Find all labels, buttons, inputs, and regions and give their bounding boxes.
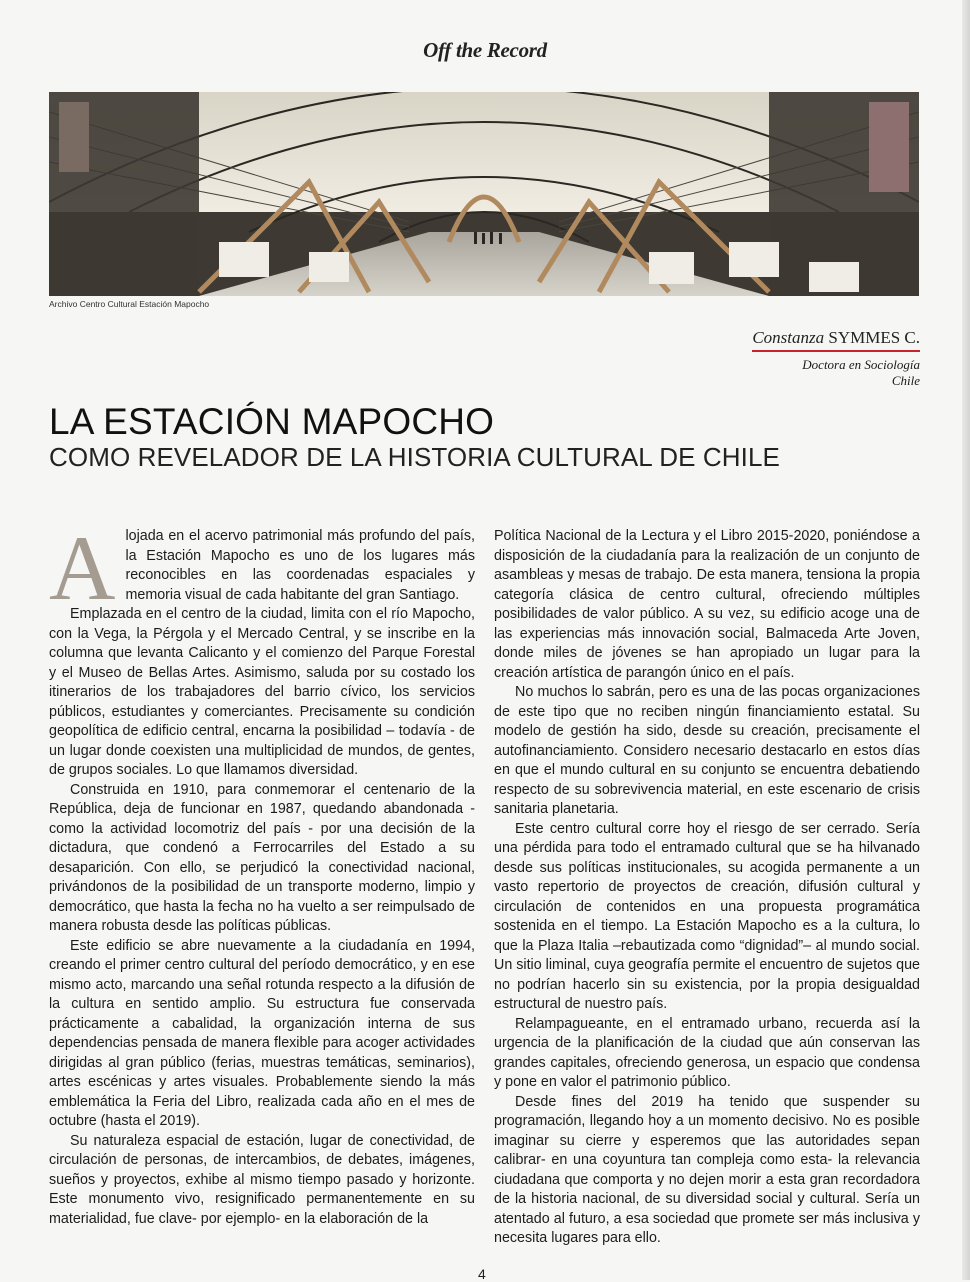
article-right-column — [494, 527, 920, 1249]
photo-caption: Archivo Centro Cultural Estación Mapocho — [49, 299, 210, 309]
article-paragraph: Relampagueante, en el entramado urbano, recuerda así la urgencia de la planificación de la ciudad que aún conservan las grandes capitales, ofreciendo generosa, un espacio que condensa y pone en valor el patrimonio público. — [494, 1015, 920, 1090]
magazine-logo: Off the Record — [423, 38, 547, 62]
article-paragraph: Desde fines del 2019 ha tenido que suspender su programación, llegando hoy a un momento decisivo. No es posible imaginar su cierre y esperemos que las autoridades sepan calibrar- en una coyuntura tan compleja como esta- la relevancia ciudadana que comporta y no dejen morir a esta gran recordadora de la historia nacional, de su diversidad social y cultural. Sería un atentado al futuro, a esa sociedad que promete ser más inclusiva y necesita lugares para ello. — [494, 1093, 920, 1246]
page-number: 4 — [478, 1266, 486, 1282]
article-paragraph: Este centro cultural corre hoy el riesgo de ser cerrado. Sería una pérdida para todo el entramado cultural que se ha hilvanado desde sus políticas institucionales, su acogida permanente a un vasto repertorio de proyectos de creación, difusión cultural y circulación de contenidos en una propuesta programática sostenida en el tiempo. La Estación Mapocho es a la cultura, lo que la Plaza Italia –rebautizada como “dignidad”– al mundo social. Un sitio liminal, cuya geografía permite el encuentro de sujetos que no podrían hacerlo sin su existencia, por la propia desigualdad estructural de nuestro país. — [494, 820, 920, 1012]
article-subtitle: COMO REVELADOR DE LA HISTORIA CULTURAL DE CHILE — [49, 442, 780, 472]
author-name — [752, 328, 920, 352]
page-edge — [962, 0, 970, 1280]
author-last-name: SYMMES C. — [828, 328, 920, 347]
author-role: Doctora en Sociología — [802, 357, 920, 372]
article-paragraph: Este edificio se abre nuevamente a la ciudadanía en 1994, creando el primer centro cultural del período democrático, y en ese mismo acto, marcando una señal rotunda respecto a la difusión de la cultura en sentido amplio. Su estructura fue conservada prácticamente a cabalidad, la organización interna de sus dependencias pensada de manera flexible para acoger actividades dirigidas al gran público (ferias, muestras temáticas, seminarios), artes escénicas y artes visuales. Probablemente siendo la más emblemática la Feria del Libro, realizada cada año en el mes de octubre (hasta el 2019). — [49, 937, 475, 1129]
station-photo — [49, 92, 919, 296]
author-first-name: Constanza — [752, 328, 825, 347]
article-title: LA ESTACIÓN MAPOCHO — [49, 401, 495, 442]
article-paragraph: No muchos lo sabrán, pero es una de las pocas organizaciones de este tipo que no reciben ningún financiamiento estatal. Su modelo de gestión ha sido, desde su creación, precisamente el autofinanciamiento. Considero necesario destacarlo en estos días en que el mundo cultural en su conjunto se encuentra debatiendo respecto de su sobrevivencia material, en este escenario de crisis sanitaria planetaria. — [494, 684, 920, 817]
author-country: Chile — [891, 373, 920, 388]
article-paragraph: Su naturaleza espacial de estación, lugar de conectividad, de circulación de personas, de intercambios, de debates, imágenes, sueños y proyectos, exhibe al mismo tiempo pasado y horizonte. Este monumento vivo, resignificado permanentemente en su materialidad, fue clave- por ejemplo- en la elaboración de la — [49, 1132, 475, 1227]
article-paragraph: Emplazada en el centro de la ciudad, limita con el río Mapocho, con la Vega, la Pérgola y el Mercado Central, y se inscribe en la columna que levanta Calicanto y el comienzo del Parque Forestal y el Museo de Bellas Artes. Asimismo, saluda por su costado los itinerarios de los trabajadores del barrio cívico, los servicios públicos, estudiantes y comerciantes. Precisamente su condición geopolítica de edificio central, encarna la posibilidad – todavía - de un lugar donde coexisten una multiplicidad de mundos, de gentes, de grupos sociales. Lo que llamamos diversidad. — [49, 606, 475, 778]
author-block — [752, 328, 920, 389]
article-left-column — [49, 517, 475, 1229]
drop-cap: A — [49, 517, 116, 619]
article-paragraph: Política Nacional de la Lectura y el Libro 2015-2020, poniéndose a disposición de la ciudadanía para la realización de un conjunto de asambleas y mesas de trabajo. De esta manera, tensiona la propia categoría clásica de centro cultural, ofreciendo múltiples posibilidades de valor público. A su vez, su edificio acoge una de las experiencias más innovación social, Balmaceda Arte Joven, donde miles de jóvenes se han apropiado un lugar para la creación artística de parangón único en el país. — [494, 528, 920, 681]
article-paragraph: Construida en 1910, para conmemorar el centenario de la República, deja de funcionar en 1987, quedando abandonada - como la actividad locomotriz del país - por una decisión de la dictadura, que condenó a Ferrocarriles del Estado a su desaparición. Con ello, se perjudicó la conectividad nacional, privándonos de la posibilidad de un transporte moderno, limpio y democrático, que hasta la fecha no ha vuelto a ser reimpulsado de manera robusta desde las políticas públicas. — [49, 781, 475, 934]
article-paragraph: Alojada en el acervo patrimonial más profundo del país, la Estación Mapocho es uno de los lugares más reconocibles en las coordenadas espaciales y memoria visual de cada habitante del gran Santiago. — [49, 517, 475, 619]
station-interior-image — [49, 92, 919, 296]
